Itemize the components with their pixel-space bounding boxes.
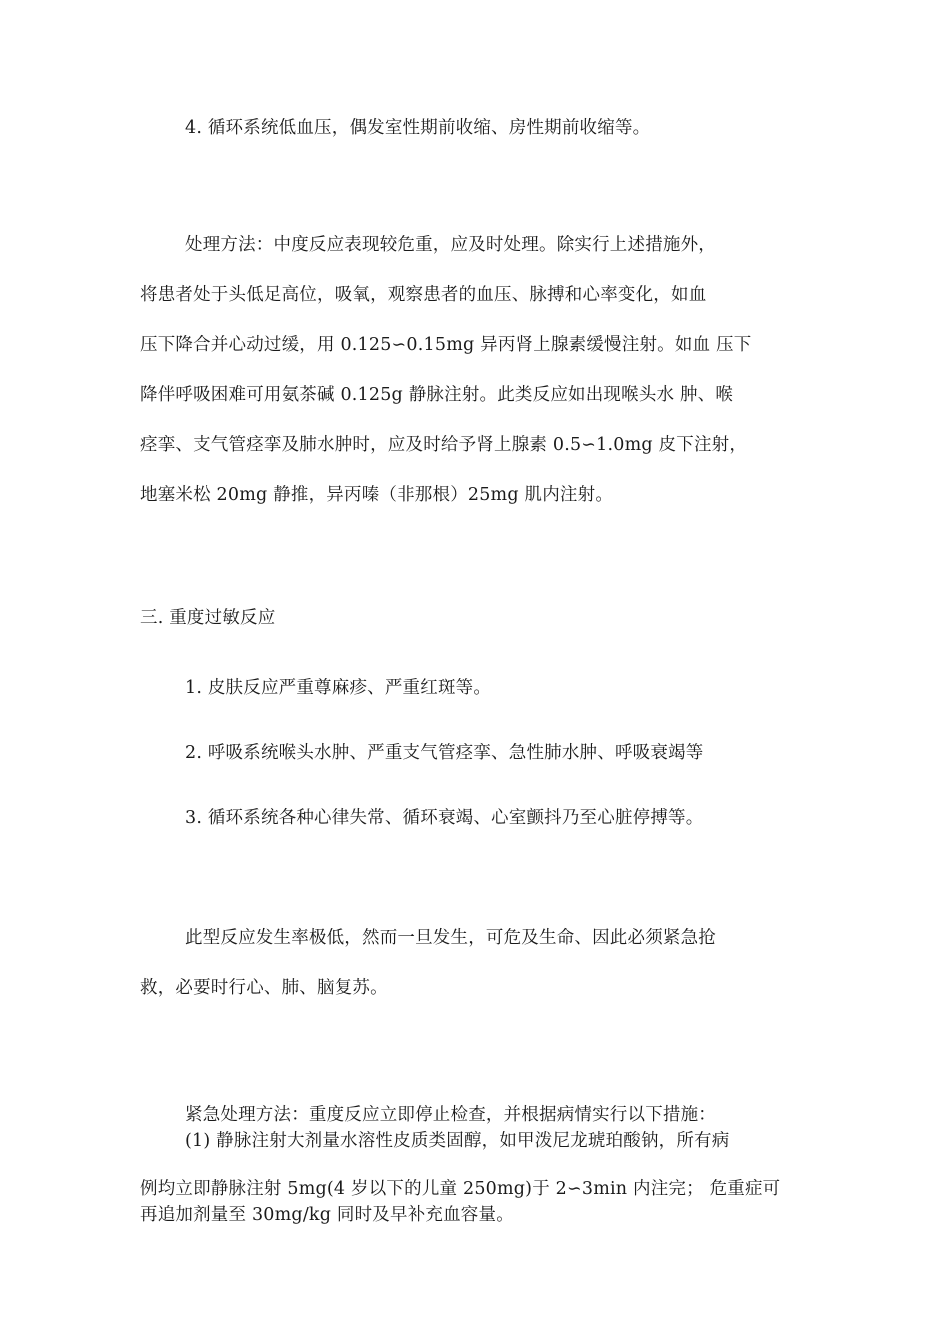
severe-note-line-1: 此型反应发生率极低，然而一旦发生，可危及生命、因此必须紧急抢 xyxy=(185,928,716,948)
moderate-treatment-line-5: 痉挛、支气管痉挛及肺水肿时，应及时给予肾上腺素 0.5∽1.0mg 皮下注射， xyxy=(140,435,748,455)
severe-note-line-2: 救，必要时行心、肺、脑复苏。 xyxy=(140,978,388,998)
moderate-treatment-line-4: 降伴呼吸困难可用氨茶碱 0.125g 静脉注射。此类反应如出现喉头水 肿、喉 xyxy=(140,385,734,405)
moderate-treatment-line-2: 将患者处于头低足高位，吸氧，观察患者的血压、脉搏和心率变化，如血 xyxy=(140,285,707,305)
list-item-circulatory-hypotension: 4. 循环系统低血压，偶发室性期前收缩、房性期前收缩等。 xyxy=(185,118,651,138)
severe-list-item-skin: 1. 皮肤反应严重尊麻疹、严重红斑等。 xyxy=(185,678,492,698)
emergency-treatment-line-1: 紧急处理方法：重度反应立即停止检查，并根据病情实行以下措施： xyxy=(185,1105,716,1125)
emergency-treatment-line-4: 再追加剂量至 30mg/kg 同时及早补充血容量。 xyxy=(140,1205,514,1225)
emergency-treatment-line-2: (1) 静脉注射大剂量水溶性皮质类固醇，如甲泼尼龙琥珀酸钠，所有病 xyxy=(185,1131,730,1151)
moderate-treatment-line-6: 地塞米松 20mg 静推，异丙嗪（非那根）25mg 肌内注射。 xyxy=(140,485,614,505)
severe-list-item-respiratory: 2. 呼吸系统喉头水肿、严重支气管痉挛、急性肺水肿、呼吸衰竭等 xyxy=(185,743,704,763)
moderate-treatment-line-1: 处理方法：中度反应表现较危重，应及时处理。除实行上述措施外， xyxy=(185,235,716,255)
emergency-treatment-line-3: 例均立即静脉注射 5mg(4 岁以下的儿童 250mg)于 2∽3min 内注完； 危重症可 xyxy=(140,1179,781,1199)
severe-list-item-circulatory: 3. 循环系统各种心律失常、循环衰竭、心室颤抖乃至心脏停搏等。 xyxy=(185,808,704,828)
section-heading-severe-allergy: 三. 重度过敏反应 xyxy=(140,608,276,628)
moderate-treatment-line-3: 压下降合并心动过缓，用 0.125∽0.15mg 异丙肾上腺素缓慢注射。如血 压下 xyxy=(140,335,752,355)
